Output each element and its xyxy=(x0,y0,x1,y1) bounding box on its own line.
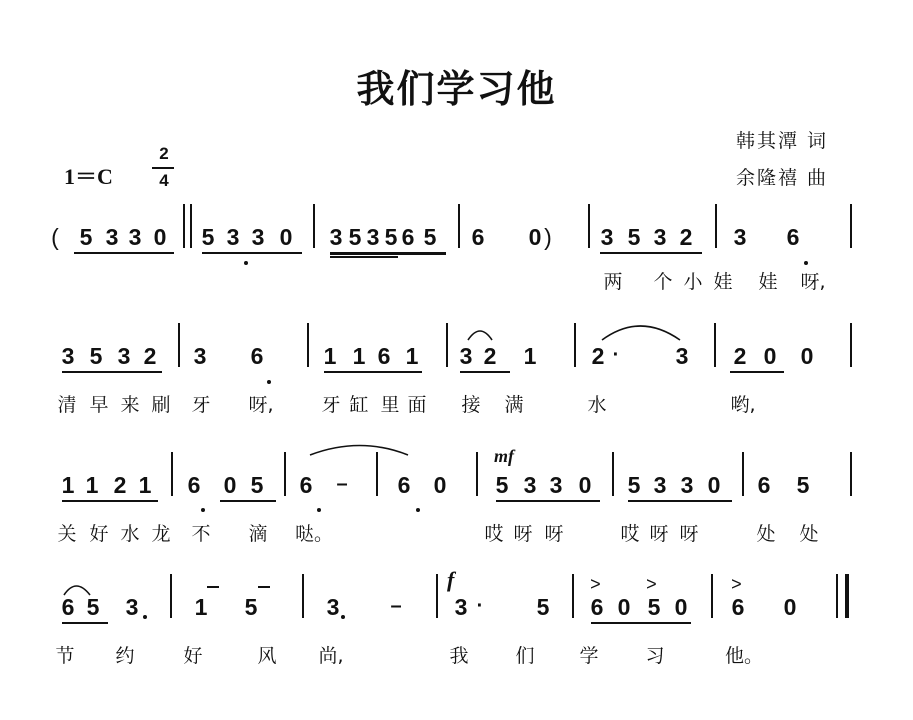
accent-mark: > xyxy=(646,576,657,596)
bar-line xyxy=(711,574,713,618)
slur xyxy=(468,331,492,340)
bar-line xyxy=(850,323,852,367)
note-token: 0 xyxy=(617,594,631,620)
note-token: 6 xyxy=(786,224,800,250)
lyric-text: 早 xyxy=(89,394,109,416)
note-token: 2 xyxy=(591,343,605,369)
bar-line xyxy=(845,574,849,618)
note-token: 0 xyxy=(279,224,293,250)
note-token: 2 xyxy=(113,472,127,498)
note-token: 5 xyxy=(201,224,215,250)
lyric-text: 龙 xyxy=(151,523,171,545)
beam-underline xyxy=(591,622,691,624)
lyric-text: 哎 xyxy=(484,523,504,545)
lyric-text: 我 xyxy=(449,645,469,667)
note-token: 5 xyxy=(79,224,93,250)
note-token: 5 xyxy=(796,472,810,498)
accent-mark: > xyxy=(731,576,742,596)
lyric-text: 尚, xyxy=(318,645,344,667)
lyric-text: 来 xyxy=(120,394,140,416)
note-token: 1 xyxy=(61,472,75,498)
note-token: 2 xyxy=(143,343,157,369)
bar-line xyxy=(458,204,460,248)
note-token: 2 xyxy=(733,343,747,369)
bar-line xyxy=(376,452,378,496)
note-token: 5 xyxy=(423,224,437,250)
lyric-text: 不 xyxy=(191,523,211,545)
note-token: 6 xyxy=(250,343,264,369)
lyric-text: 清 xyxy=(57,394,77,416)
beam-underline xyxy=(730,371,784,373)
note-token: 5 xyxy=(647,594,661,620)
note-token: 5 xyxy=(627,224,641,250)
lyric-text: 面 xyxy=(407,394,427,416)
lyric-text: 娃 xyxy=(758,271,778,293)
bar-line xyxy=(171,452,173,496)
note-token: 3 xyxy=(125,594,139,620)
note-token: 3 xyxy=(653,472,667,498)
lyric-text: 呀 xyxy=(679,523,699,545)
bar-line xyxy=(190,204,192,248)
bar-line xyxy=(170,574,172,618)
composer-credit: 余隆禧 曲 xyxy=(736,167,829,189)
lyric-text: 水 xyxy=(587,394,607,416)
lyric-text: 好 xyxy=(89,523,109,545)
note-token: 0 xyxy=(783,594,797,620)
bar-line xyxy=(612,452,614,496)
accent-mark: > xyxy=(590,576,601,596)
octave-dot xyxy=(143,615,147,619)
tenuto-mark xyxy=(207,586,219,588)
lyric-text: 里 xyxy=(380,394,400,416)
note-token: 5 xyxy=(250,472,264,498)
note-token: 1 xyxy=(523,343,537,369)
lyric-text: 个 xyxy=(653,271,673,293)
note-token: 1 xyxy=(138,472,152,498)
lyric-text: 缸 xyxy=(349,394,369,416)
note-token: 1 xyxy=(405,343,419,369)
lyric-text: 呀, xyxy=(248,394,274,416)
octave-dot xyxy=(416,508,420,512)
lyric-text: 处 xyxy=(799,523,819,545)
dynamic-forte: f xyxy=(447,567,455,592)
bar-line xyxy=(302,574,304,618)
note-token: 3 xyxy=(366,224,380,250)
bar-line xyxy=(742,452,744,496)
beam-underline xyxy=(460,371,510,373)
lyric-text: 约 xyxy=(115,645,135,667)
note-token: 3 xyxy=(128,224,142,250)
lyric-text: 两 xyxy=(603,271,623,293)
beam-underline xyxy=(600,252,702,254)
bar-line xyxy=(572,574,574,618)
dynamic-mezzo-forte: mf xyxy=(494,446,514,466)
note-token: 5 xyxy=(536,594,550,620)
bar-line xyxy=(476,452,478,496)
beam-underline xyxy=(496,500,600,502)
beam-underline xyxy=(330,256,398,258)
note-token: 3 xyxy=(226,224,240,250)
note-token: 2 xyxy=(679,224,693,250)
lyric-text: 呀 xyxy=(649,523,669,545)
octave-dot xyxy=(317,508,321,512)
note-token: 5 xyxy=(627,472,641,498)
note-token: 5 xyxy=(384,224,398,250)
bar-line xyxy=(313,204,315,248)
lyric-text: 小 xyxy=(683,271,703,293)
note-token: 3 xyxy=(454,594,468,620)
note-token: · xyxy=(612,344,620,366)
note-token: 0 xyxy=(763,343,777,369)
note-token: 0 xyxy=(153,224,167,250)
bar-line xyxy=(850,204,852,248)
bar-line xyxy=(714,323,716,367)
time-signature-line xyxy=(152,167,174,169)
note-token: 0 xyxy=(578,472,592,498)
lyric-text: 呀 xyxy=(544,523,564,545)
bar-line xyxy=(574,323,576,367)
note-token: 6 xyxy=(61,594,75,620)
note-token: 1 xyxy=(194,594,208,620)
lyric-text: 水 xyxy=(120,523,140,545)
octave-dot xyxy=(201,508,205,512)
lyric-text: 滴 xyxy=(248,523,268,545)
note-token: 3 xyxy=(329,224,343,250)
note-token: 5 xyxy=(244,594,258,620)
note-token: 6 xyxy=(299,472,313,498)
note-token: 2 xyxy=(483,343,497,369)
note-token: – xyxy=(336,473,348,495)
lyric-text: 风 xyxy=(257,645,277,667)
beam-underline xyxy=(628,500,732,502)
note-token: 3 xyxy=(61,343,75,369)
lyric-text: 哎 xyxy=(620,523,640,545)
key-signature: 1＝C xyxy=(64,164,113,189)
beam-underline xyxy=(62,622,108,624)
bar-line xyxy=(284,452,286,496)
note-token: · xyxy=(476,595,484,617)
note-token: 1 xyxy=(85,472,99,498)
bar-line xyxy=(183,204,185,248)
note-token: 3 xyxy=(251,224,265,250)
note-token: 3 xyxy=(549,472,563,498)
note-token: 3 xyxy=(600,224,614,250)
beam-underline xyxy=(330,253,446,255)
lyric-text: 他。 xyxy=(725,645,764,667)
time-signature-top: 2 xyxy=(159,144,169,163)
octave-dot xyxy=(244,261,248,265)
note-token: 3 xyxy=(326,594,340,620)
note-token: 3 xyxy=(459,343,473,369)
note-token: 3 xyxy=(675,343,689,369)
note-token: 0 xyxy=(223,472,237,498)
note-token: 0 xyxy=(707,472,721,498)
lyric-text: 牙 xyxy=(191,394,211,416)
note-token: ( xyxy=(51,224,59,250)
note-token: 5 xyxy=(348,224,362,250)
beam-underline xyxy=(62,500,158,502)
note-token: 3 xyxy=(653,224,667,250)
octave-dot xyxy=(804,261,808,265)
lyric-text: 满 xyxy=(504,394,524,416)
note-token: 3 xyxy=(680,472,694,498)
page-title: 我们学习他 xyxy=(356,67,557,111)
bar-line xyxy=(715,204,717,248)
lyric-text: 哒。 xyxy=(295,523,334,545)
lyric-text: 接 xyxy=(461,394,481,416)
lyric-text: 呀 xyxy=(513,523,533,545)
note-token: 3 xyxy=(117,343,131,369)
note-token: 6 xyxy=(187,472,201,498)
beam-underline xyxy=(62,371,162,373)
lyric-text: 娃 xyxy=(713,271,733,293)
lyric-text: 习 xyxy=(645,645,665,667)
lyricist-credit: 韩其潭 词 xyxy=(736,130,829,152)
octave-dot xyxy=(341,615,345,619)
note-token: 3 xyxy=(193,343,207,369)
bar-line xyxy=(178,323,180,367)
time-signature-bottom: 4 xyxy=(159,171,169,190)
note-token: 0 xyxy=(433,472,447,498)
note-token: 6 xyxy=(471,224,485,250)
note-token: 0 xyxy=(674,594,688,620)
bar-line xyxy=(446,323,448,367)
note-token: 6 xyxy=(757,472,771,498)
lyric-text: 好 xyxy=(183,645,203,667)
note-token: 3 xyxy=(523,472,537,498)
octave-dot xyxy=(267,380,271,384)
note-token: 5 xyxy=(495,472,509,498)
bar-line xyxy=(307,323,309,367)
lyric-text: 学 xyxy=(579,645,599,667)
note-token: – xyxy=(390,595,402,617)
note-token: 6 xyxy=(377,343,391,369)
note-token: 3 xyxy=(105,224,119,250)
lyric-text: 哟, xyxy=(730,394,756,416)
note-token: 1 xyxy=(323,343,337,369)
lyric-text: 节 xyxy=(55,645,75,667)
note-token: ) xyxy=(544,224,552,250)
lyric-text: 刷 xyxy=(151,394,171,416)
note-token: 0 xyxy=(528,224,542,250)
note-token: 0 xyxy=(800,343,814,369)
note-token: 5 xyxy=(86,594,100,620)
note-token: 3 xyxy=(733,224,747,250)
lyric-text: 呀, xyxy=(800,271,826,293)
tenuto-mark xyxy=(258,586,270,588)
note-token: 6 xyxy=(731,594,745,620)
bar-line xyxy=(436,574,438,618)
slur xyxy=(602,326,680,340)
bar-line xyxy=(850,452,852,496)
note-token: 6 xyxy=(590,594,604,620)
bar-line xyxy=(836,574,838,618)
note-token: 6 xyxy=(401,224,415,250)
beam-underline xyxy=(202,252,302,254)
slur xyxy=(310,446,408,456)
note-token: 6 xyxy=(397,472,411,498)
beam-underline xyxy=(74,252,174,254)
beam-underline xyxy=(220,500,276,502)
lyric-text: 们 xyxy=(515,645,535,667)
note-token: 1 xyxy=(352,343,366,369)
lyric-text: 处 xyxy=(756,523,776,545)
lyric-text: 牙 xyxy=(321,394,341,416)
beam-underline xyxy=(324,371,422,373)
bar-line xyxy=(588,204,590,248)
note-token: 5 xyxy=(89,343,103,369)
lyric-text: 关 xyxy=(57,523,77,545)
